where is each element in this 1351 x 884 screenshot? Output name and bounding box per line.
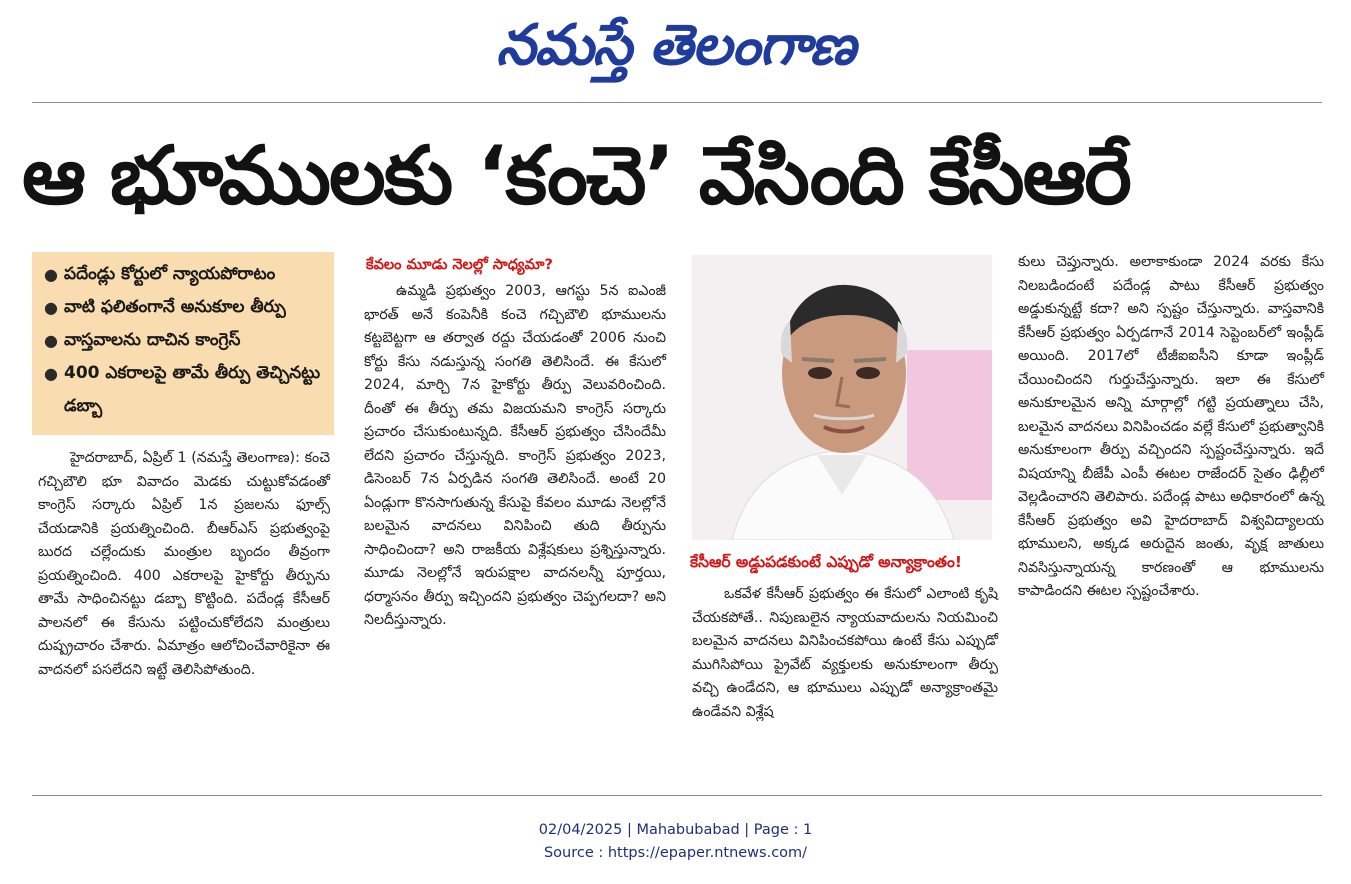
bullet-icon: ● [44,364,58,383]
masthead-divider [32,102,1322,103]
highlight-item: ● పదేండ్లు కోర్టులో న్యాయపోరాటం [44,258,326,291]
highlight-item: ● వాస్తవాలను దాచిన కాంగ్రెస్ [44,324,326,357]
bullet-icon: ● [44,265,58,284]
footer-divider [32,795,1322,796]
article-paragraph: ఒకవేళ కేసీఆర్ ప్రభుత్వం ఈ కేసులో ఎలాంటి కృషి చేయకపోతే.. నిపుణులైన న్యాయవాదులను నియమించి బలమైన వాదనలు వినిపించకపోయి ఉంటే కేసు ఎప్పుడో ముగిసిపోయి ప్రైవేట్ వ్యక్తులకు అనుకూలంగా తీర్పు వచ్చి ఉండేదని, ఆ భూములు ఎప్పుడో అన్యాక్రాంతమై ఉండేవని విశ్లేష [692,586,998,720]
portrait-illustration [692,255,992,540]
subheading: కేవలం మూడు నెలల్లో సాధ్యమా? [366,257,553,273]
article-column-2 [364,280,666,633]
article-column-1 [38,447,330,682]
article-paragraph: ఉమ్మడి ప్రభుత్వం 2003, ఆగస్టు 5న ఐఎంజీ భారత్ అనే కంపెనీకి కంచె గచ్చిబౌలి భూములను కట్టబెట్టగా ఆ తర్వాత రద్దు చేయడంతో 2006 నుంచి కోర్టు కేసు నడుస్తున్న సంగతి తెలిసిందే. ఈ కేసులో 2024, మార్చి 7న హైకోర్టు తీర్పు వెలువరించింది. దీంతో ఈ తీర్పు తమ విజయమని కాంగ్రెస్ సర్కారు ప్రచారం చేసుకుంటున్నది. కేసీఆర్ ప్రభుత్వం చేసిందేమీ లేదని ప్రచారం చేస్తున్నది. కాంగ్రెస్ ప్రభుత్వం 2023, డిసెంబర్ 7న ఏర్పడిన సంగతి తెలిసిందే. అంటే 20 ఏండ్లుగా కొనసాగుతున్న కేసుపై కేవలం మూడు నెలల్లోనే బలమైన వాదనలు వినిపించి తుది తీర్పును సాధించిందా? అని రాజకీయ విశ్లేషకులు ప్రశ్నిస్తున్నారు. మూడు నెలల్లోనే ఇరుపక్షాల వాదనలన్నీ పూర్తయి, ధర్మాసనం తీర్పు ఇచ్చిందని ప్రభుత్వం చెప్పగలదా? అని నిలదీస్తున్నారు. [364,283,666,628]
article-column-3 [692,583,998,724]
article-column-4 [1018,251,1324,604]
highlights-box [32,252,334,435]
bullet-icon: ● [44,298,58,317]
portrait-photo [692,255,992,540]
newspaper-masthead: నమస్తే తెలంగాణ [496,13,855,78]
article-paragraph: కులు చెప్తున్నారు. అలాకాకుండా 2024 వరకు కేసు నిలబడిందంటే పదేండ్ల పాటు కేసీఆర్ ప్రభుత్వం అడ్డుకున్నట్టే కదా? అని స్పష్టం చేస్తున్నారు. వాస్తవానికి కేసీఆర్ ప్రభుత్వం ఏర్పడగానే 2014 సెప్టెంబర్‌లో ఇంప్లీడ్ అయింది. 2017లో టీజీఐఐసీని కూడా ఇంప్లీడ్ చేయించిందని గుర్తుచేస్తున్నారు. ఇలా ఈ కేసులో అనుకూలమైన అన్ని మార్గాల్లో గట్టి ప్రయత్నాలు చేసి, బలమైన వాదనలు వినిపించడం వల్లే కేసులో ప్రభుత్వానికి అనుకూలంగా తీర్పు వచ్చిందని స్పష్టంచేస్తున్నారు. ఇదే విషయాన్ని బీజేపీ ఎంపీ ఈటల రాజేందర్ సైతం ఢిల్లీలో వెల్లడించారని తెలిపారు. పదేండ్ల పాటు అధికారంలో ఉన్న కేసీఆర్ ప్రభుత్వం అవి హైదరాబాద్ విశ్వవిద్యాలయ భూములని, అక్కడ అరుదైన జంతు, వృక్ష జాతులు నివసిస్తున్నాయన్న కారణంతో ఆ భూములను కాపాడిందని ఈటల స్పష్టంచేశారు. [1018,254,1324,599]
article-paragraph: హైదరాబాద్, ఏప్రిల్ 1 (నమస్తే తెలంగాణ): కంచె గచ్చిబౌలి భూ వివాదం మెడకు చుట్టుకోవడంతో కాంగ్రెస్ సర్కారు ఏప్రిల్ 1న ప్రజలను ఫూల్స్ చేయడానికి ప్రయత్నించింది. బీఆర్ఎస్ ప్రభుత్వంపై బురద చల్లేందుకు మంత్రుల బృందం తీవ్రంగా ప్రయత్నించింది. 400 ఎకరాలపై హైకోర్టు తీర్పును తామే సాధించినట్టు డబ్బా కొట్టింది. పదేండ్ల కేసీఆర్ పాలనలో ఈ కేసును పట్టించుకోలేదని మంత్రులు దుష్ప్రచారం చేశారు. ఏమాత్రం ఆలోచించేవారికైనా ఈ వాదనలో పసలేదని ఇట్టే తెలిసిపోతుంది. [38,450,330,678]
subheading: కేసీఆర్ అడ్డుపడకుంటే ఎప్పుడో అన్యాక్రాంతం! [690,553,962,571]
source-link[interactable]: Source : https://epaper.ntnews.com/ [543,845,808,861]
highlight-item: ● 400 ఎకరాలపై తామే తీర్పు తెచ్చినట్టు డబ్బా [44,357,326,423]
article-headline: ఆ భూములకు ‘కంచె’ వేసింది కేసీఆరే [22,129,1130,222]
bullet-icon: ● [44,331,58,350]
highlight-item: ● వాటి ఫలితంగానే అనుకూల తీర్పు [44,291,326,324]
page-info: 02/04/2025 | Mahabubabad | Page : 1 [538,822,813,838]
